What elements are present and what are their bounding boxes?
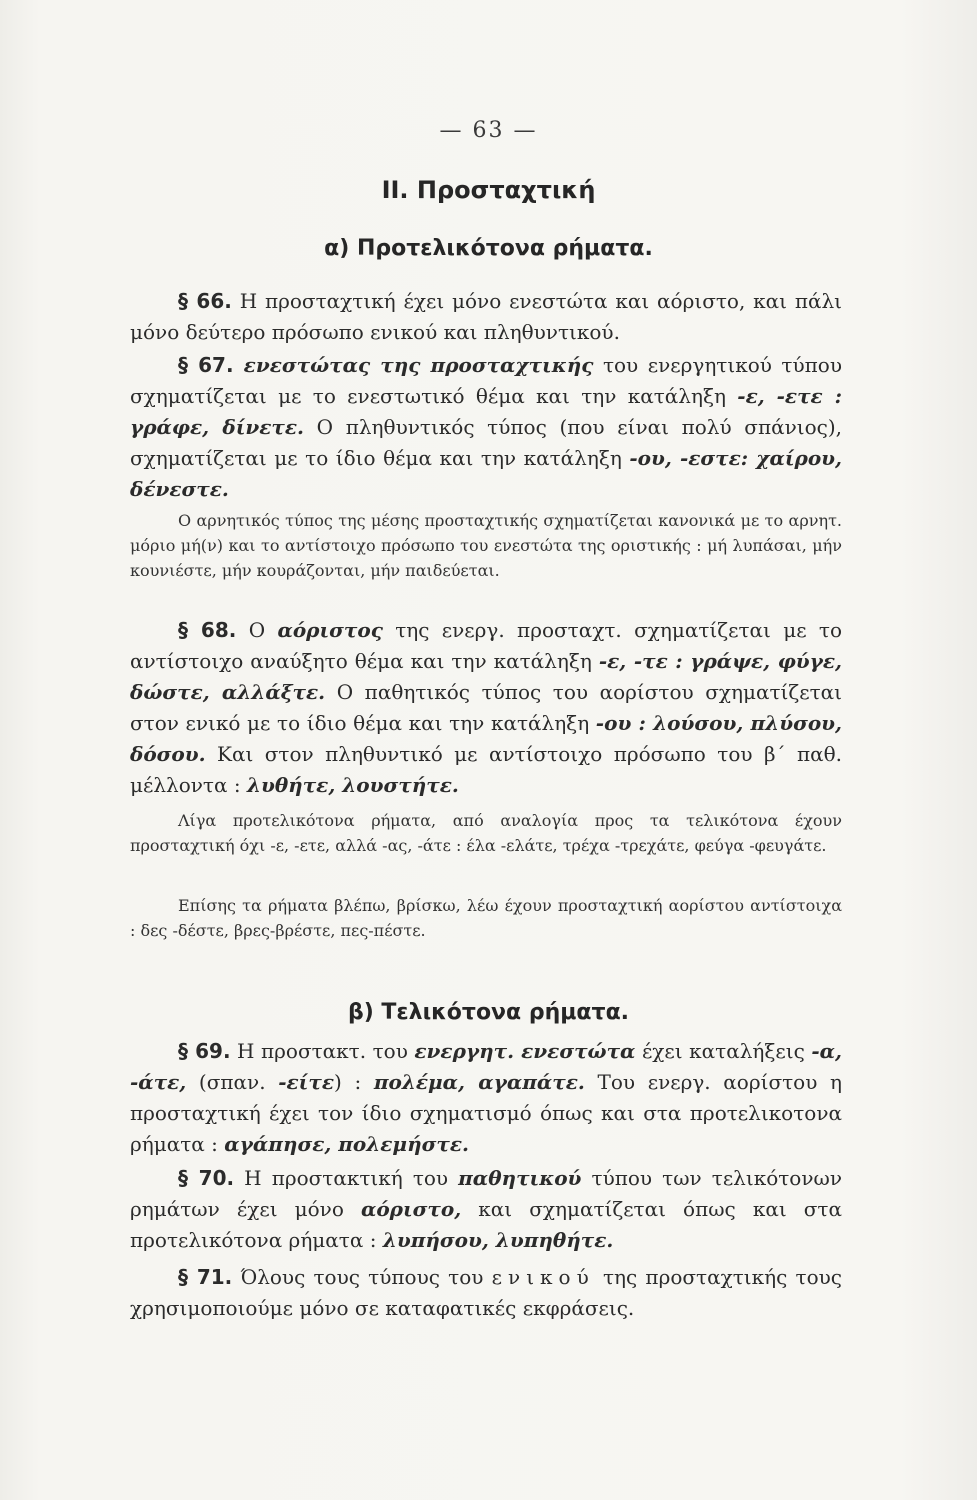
emphasis: λυθήτε, λουστήτε. [246, 773, 459, 797]
chapter-title: II. Προσταχτική [381, 176, 596, 204]
section-mark: § 70. [178, 1166, 235, 1190]
paragraph-text: Η προσταχτική έχει μόνο ενεστώτα και αόριστο, και πάλι μόνο δεύτερο πρόσωπο ενικού και πληθυντικού. [130, 289, 842, 344]
emphasis: -ου, -εστε: χαίρου, δένεστε. [130, 446, 842, 501]
paragraph-70 [130, 1163, 842, 1256]
paragraph-text: τύπου των τελικότονων ρημάτων έχει μόνο [130, 1166, 842, 1221]
note-text: έχουν προσταχτική αορίστου αντίστοιχα : [130, 896, 842, 940]
paragraph-text: (σπαν. [186, 1070, 279, 1094]
paragraph-71 [130, 1262, 842, 1324]
note-text: και το αντίστοιχο πρόσωπο του ενεστώτα της οριστικής : [223, 536, 708, 555]
emphasis: αόριστος [277, 618, 383, 642]
emphasis: πολέμα, αγαπάτε. [373, 1070, 585, 1094]
note-68-a [130, 808, 842, 858]
section-mark: § 69. [178, 1039, 231, 1063]
paragraph-text: Ο παθητικός τύπος του αορίστου σχηματίζεται στον ενικό με το ίδιο θέμα και την κατάληξη [130, 680, 843, 735]
emphasis: λυπήσου, λυπηθήτε. [382, 1228, 614, 1252]
paragraph-text: της ενεργ. προσταχτ. σχηματίζεται με το αντίστοιχο αναύξητο θέμα και την κατάληξη [130, 618, 842, 673]
emphasis: -ε, -ετε : γράφε, δίνετε. [130, 384, 842, 439]
paragraph-text: έχει καταλήξεις [635, 1039, 812, 1063]
emphasis: αόριστο, [360, 1197, 462, 1221]
emphasis: ενεστώτας της προσταχτικής [233, 353, 594, 377]
emphasis: παθητικού [458, 1166, 582, 1190]
emphasis: -α, -άτε, [130, 1039, 842, 1094]
paragraph-text: Όλους τους τύπους του [232, 1265, 492, 1289]
note-text: Λίγα προτελικότονα ρήματα, από αναλογία προς τα τελικότονα έχουν προσταχτική όχι -ε, -ετε, αλλά -ας, -άτε : [130, 811, 842, 855]
paragraph-text: Του ενεργ. αορίστου η προσταχτική έχει τον ίδιο σχηματισμό όπως και στα προτελικοτονα ρήματα : [130, 1070, 843, 1156]
paragraph-text: του ενεργητικού τύπου σχηματίζεται με το ενεστωτικό θέμα και την κατάληξη [130, 353, 842, 408]
paragraph-text: ) : [333, 1070, 374, 1094]
paragraph-66 [130, 286, 842, 348]
note-67 [130, 508, 842, 583]
paragraph-text: Ο [236, 618, 278, 642]
emphasis: αγάπησε, πολεμήστε. [224, 1132, 469, 1156]
emphasis: βλέπω, βρίσκω, λέω [334, 896, 499, 915]
section-mark: § 67. [178, 353, 234, 377]
emphasis: δες -δέστε, βρες-βρέστε, πες-πέστε. [140, 921, 426, 940]
section-mark: § 68. [178, 618, 237, 642]
paragraph-text: Η προστακτική του [234, 1166, 459, 1190]
note-text: Ο αρνητικός τύπος της μέσης προσταχτικής σχηματίζεται κανονικά με το αρνητ. μόριο [130, 511, 842, 555]
emphasis: έλα -ελάτε, τρέχα -τρεχάτε, φεύγα -φευγάτε. [466, 836, 827, 855]
paragraph-text: Ο πληθυντικός τύπος (που είναι πολύ σπάνιος), σχηματίζεται με το ίδιο θέμα και την κατάληξη [130, 415, 842, 470]
paragraph-text: Η προστακτ. του [230, 1039, 415, 1063]
emphasis: ενεργητ. ενεστώτα [414, 1039, 636, 1063]
emphasis: -ου : λούσου, πλύσου, δόσου. [130, 711, 842, 766]
paragraph-text: και σχηματίζεται όπως και στα προτελικότονα ρήματα : [130, 1197, 842, 1252]
spaced-word: ενικού [491, 1265, 595, 1289]
section-mark: § 71. [178, 1265, 233, 1289]
paragraph-69 [130, 1036, 842, 1160]
emphasis: -είτε [278, 1070, 334, 1094]
note-68-b [130, 893, 842, 943]
paragraph-text: Και στον πληθυντικό με αντίστοιχο πρόσωπο του β΄ παθ. μέλλοντα : [130, 742, 842, 797]
note-text: Επίσης τα ρήματα [178, 896, 335, 915]
emphasis: μή(ν) [180, 536, 223, 555]
section-b-title: β) Τελικότονα ρήματα. [347, 1000, 630, 1025]
paragraph-67 [130, 350, 842, 505]
paragraph-68 [130, 615, 842, 801]
section-mark: § 66. [178, 289, 232, 313]
emphasis: μή λυπάσαι, μήν κουνιέστε, μήν κουράζονται, μήν παιδεύεται. [130, 536, 842, 580]
page-number: — 63 — [439, 118, 538, 143]
section-a-title: α) Προτελικότονα ρήματα. [324, 236, 653, 261]
emphasis: -ε, -τε : γράψε, φύγε, δώστε, αλλάξτε. [130, 649, 842, 704]
paragraph-text: της προσταχτικής τους χρησιμοποιούμε μόνο σε καταφατικές εκφράσεις. [130, 1265, 842, 1320]
